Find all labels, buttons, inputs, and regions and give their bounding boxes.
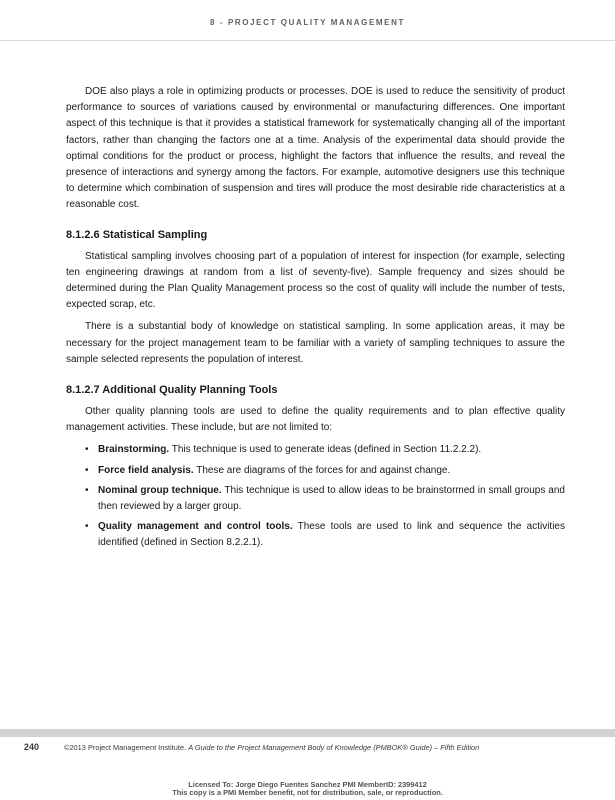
intro-paragraph: DOE also plays a role in optimizing products or processes. DOE is used to reduce the sensitivity of product performance to sources of variations caused by environmental or manufacturing differences. One important aspect of this technique is that it provides a statistical framework for systematically changing all of the important factors, rather than changing the factors one at a time. Analysis of the experimental data should provide the optimal conditions for the product or process, highlight the factors that influence the results, and reveal the presence of interactions and synergy among the factors. For example, automotive designers use this technique to determine which combination of suspension and tires will produce the most desirable ride characteristics at a reasonable cost. [66, 86, 565, 211]
sampling-paragraph-2: There is a substantial body of knowledge on statistical sampling. In some application areas, it may be necessary for the project management team to be familiar with a variety of sampling techniques to assure the sample selected represents the population of interest. [66, 321, 565, 365]
book-title: A Guide to the Project Management Body of Knowledge (PMBOK® Guide) – Fifth Edition [188, 743, 480, 752]
running-title: 8 - PROJECT QUALITY MANAGEMENT [210, 18, 405, 27]
list-item-text: This technique is used to generate ideas (defined in Section 11.2.2.2). [169, 444, 482, 456]
page-body [66, 84, 565, 556]
bullet-icon: • [85, 464, 89, 476]
list-item-text: These are diagrams of the forces for and against change. [193, 464, 451, 476]
list-item-term: Quality management and control tools. [98, 521, 293, 533]
page-header [0, 0, 615, 41]
bullet-icon: • [85, 521, 89, 533]
list-item-term: Force field analysis. [98, 464, 194, 476]
tools-paragraph: Other quality planning tools are used to define the quality requirements and to plan effective quality management activities. These include, but are not limited to: [66, 406, 565, 434]
copyright-text: ©2013 Project Management Institute. [64, 743, 189, 752]
list-item-term: Nominal group technique. [98, 484, 222, 496]
footer-divider [0, 729, 615, 737]
sampling-paragraph-1: Statistical sampling involves choosing part of a population of interest for inspection (for example, selecting ten engineering drawings at random from a list of seventy-five). Sample frequency and sizes should be determined during the Plan Quality Management process so the cost of quality will include the number of tests, expected scrap, etc. [66, 250, 565, 311]
tools-list [66, 442, 565, 551]
section-heading-quality-planning-tools: 8.1.2.7 Additional Quality Planning Tools [66, 384, 278, 397]
copyright-line [64, 743, 479, 752]
bullet-icon: • [85, 484, 89, 496]
list-item-text: This technique is used to allow ideas to be brainstormed in small groups and then reviewed by a larger group. [98, 484, 565, 513]
bullet-icon: • [85, 444, 89, 456]
list-item [85, 442, 565, 458]
list-item-text: These tools are used to link and sequence the activities identified (defined in Section 8.2.2.1). [98, 521, 565, 549]
list-item [85, 463, 565, 479]
list-item [85, 483, 565, 515]
page-number: 240 [24, 742, 40, 752]
section-heading-statistical-sampling: 8.1.2.6 Statistical Sampling [66, 228, 208, 241]
distribution-notice: This copy is a PMI Member benefit, not for distribution, sale, or reproduction. [172, 788, 443, 797]
list-item [85, 519, 565, 551]
license-line: Licensed To: Jorge Diego Fuentes Sanchez PMI MemberID: 2399412 [188, 780, 427, 789]
list-item-term: Brainstorming. [98, 444, 170, 456]
